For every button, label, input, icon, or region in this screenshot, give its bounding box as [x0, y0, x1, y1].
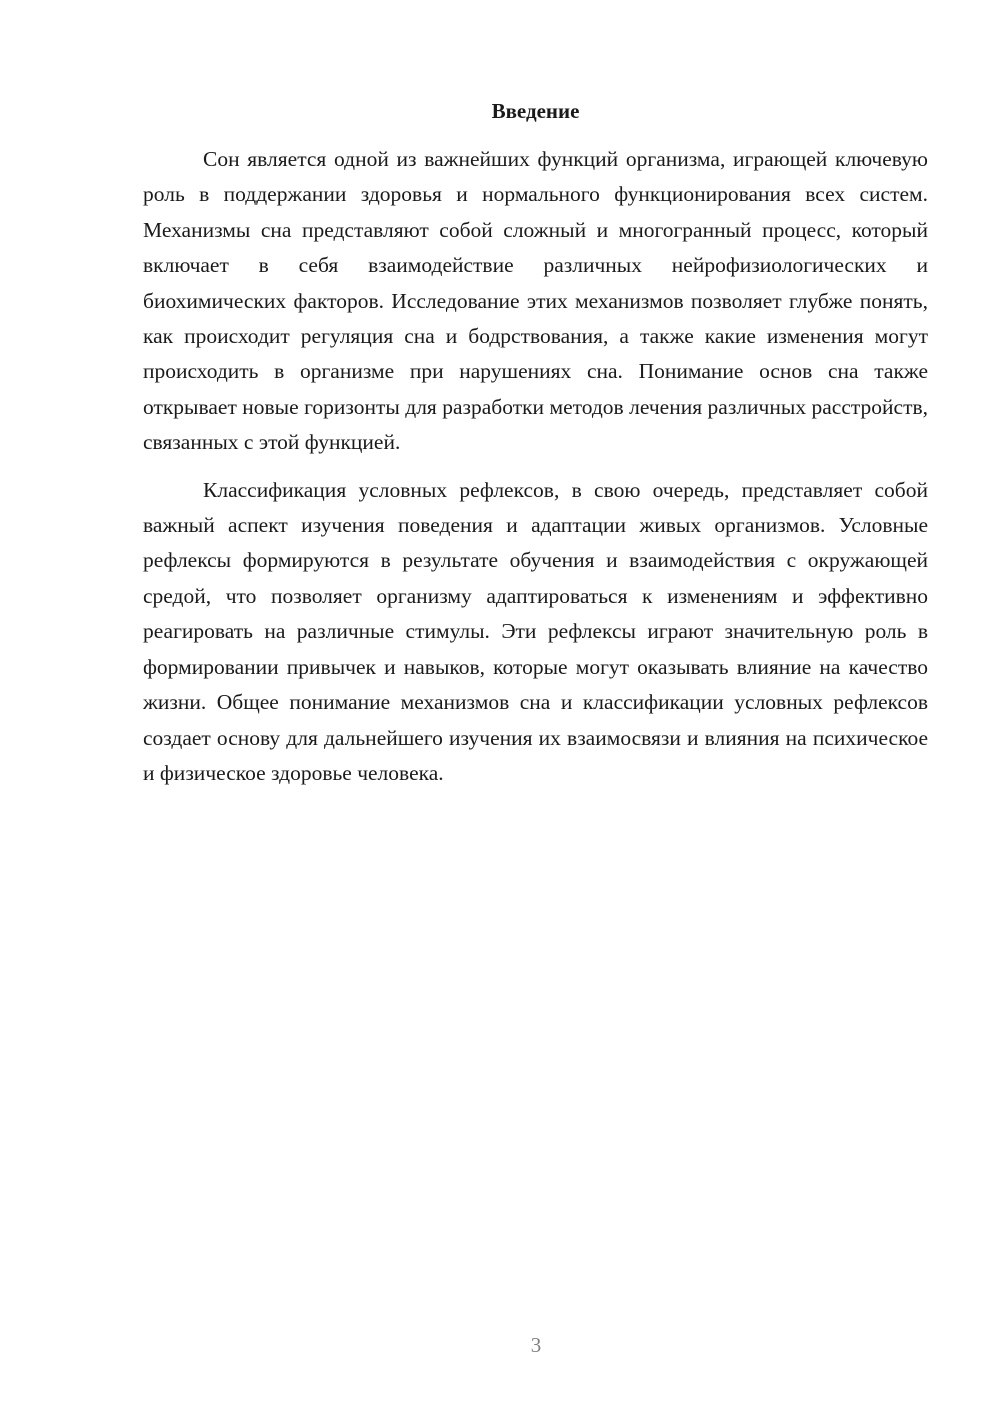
paragraph-reflex-classification: Классификация условных рефлексов, в свою очередь, представляет собой важный аспект изучения поведения и адаптации живых организмов. Условные рефлексы формируются в результате обучения и взаимодействия с окружающей средой, что позволяет организму адаптироваться к изменениям и эффективно реагировать на различные стимулы. Эти рефлексы играют значительную роль в формировании привычек и навыков, которые могут оказывать влияние на качество жизни. Общее понимание механизмов сна и классификации условных рефлексов создает основу для дальнейшего изучения их взаимосвязи и влияния на психическое и физическое здоровье человека. — [143, 477, 928, 785]
body-text — [143, 142, 928, 791]
section-heading: Введение — [491, 99, 580, 123]
page-number: 3 — [530, 1333, 542, 1357]
paragraph-sleep-intro: Сон является одной из важнейших функций организма, играющей ключевую роль в поддержании здоровья и нормального функционирования всех систем. Механизмы сна представляют собой сложный и многогранный процесс, который включает в себя взаимодействие различных нейрофизиологических и биохимических факторов. Исследование этих механизмов позволяет глубже понять, как происходит регуляция сна и бодрствования, а также какие изменения могут происходить в организме при нарушениях сна. Понимание основ сна также открывает новые горизонты для разработки методов лечения различных расстройств, связанных с этой функцией. — [143, 147, 928, 455]
